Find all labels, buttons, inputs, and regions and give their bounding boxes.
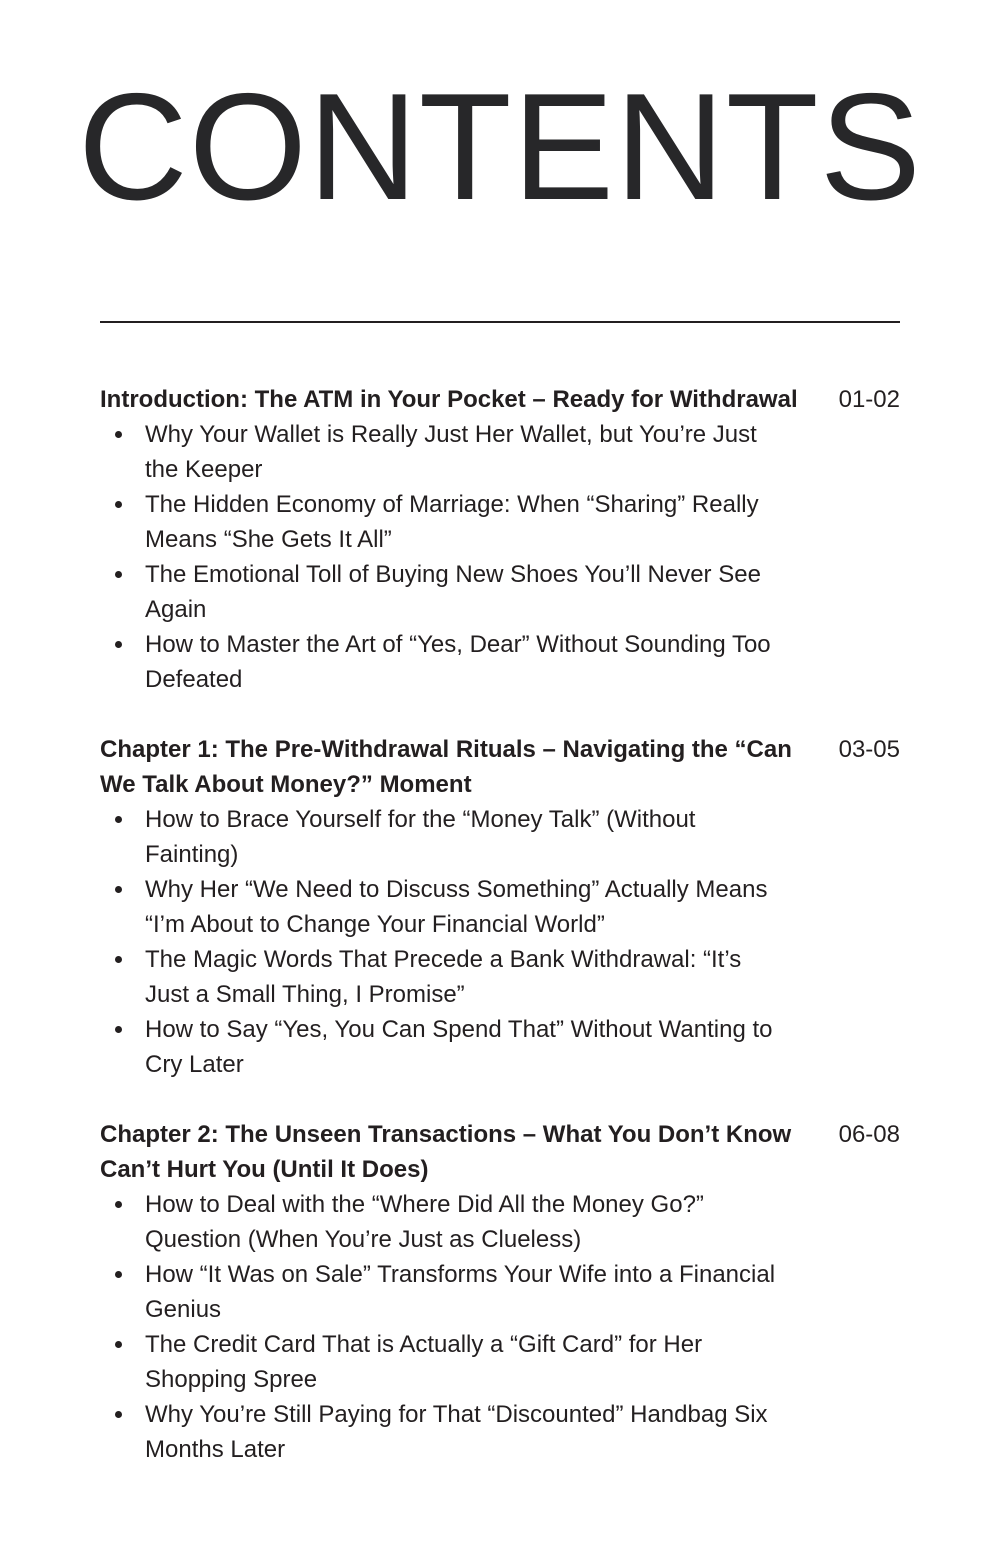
list-item: Why Your Wallet is Really Just Her Wallet, but You’re Just the Keeper (100, 417, 790, 487)
list-item: Why Her “We Need to Discuss Something” Actually Means “I’m About to Change Your Financial World” (100, 872, 790, 942)
section-page-range: 06-08 (838, 1121, 900, 1148)
toc-section-chapter-1 (100, 732, 900, 1082)
list-item: How to Master the Art of “Yes, Dear” Without Sounding Too Defeated (100, 627, 790, 697)
section-item-list (100, 802, 900, 1082)
section-page-range: 01-02 (838, 386, 900, 413)
list-item: How to Brace Yourself for the “Money Talk” (Without Fainting) (100, 802, 790, 872)
list-item: Why You’re Still Paying for That “Discounted” Handbag Six Months Later (100, 1397, 790, 1467)
list-item: The Hidden Economy of Marriage: When “Sharing” Really Means “She Gets It All” (100, 487, 790, 557)
toc-section-chapter-2 (100, 1117, 900, 1467)
list-item: How “It Was on Sale” Transforms Your Wife into a Financial Genius (100, 1257, 790, 1327)
table-of-contents (100, 382, 900, 1502)
title-divider (100, 321, 900, 323)
section-item-list (100, 417, 900, 697)
section-heading: Introduction: The ATM in Your Pocket – Ready for Withdrawal (100, 386, 798, 413)
list-item: How to Deal with the “Where Did All the Money Go?” Question (When You’re Just as Clueless) (100, 1187, 790, 1257)
list-item: How to Say “Yes, You Can Spend That” Without Wanting to Cry Later (100, 1012, 790, 1082)
section-heading: Chapter 2: The Unseen Transactions – What You Don’t Know Can’t Hurt You (Until It Does) (100, 1121, 792, 1183)
toc-section-introduction (100, 382, 900, 697)
list-item: The Credit Card That is Actually a “Gift Card” for Her Shopping Spree (100, 1327, 790, 1397)
section-heading: Chapter 1: The Pre-Withdrawal Rituals – Navigating the “Can We Talk About Money?” Moment (100, 736, 792, 798)
page-title: CONTENTS (78, 62, 922, 232)
list-item: The Magic Words That Precede a Bank Withdrawal: “It’s Just a Small Thing, I Promise” (100, 942, 790, 1012)
list-item: The Emotional Toll of Buying New Shoes You’ll Never See Again (100, 557, 790, 627)
section-page-range: 03-05 (838, 736, 900, 763)
section-item-list (100, 1187, 900, 1467)
